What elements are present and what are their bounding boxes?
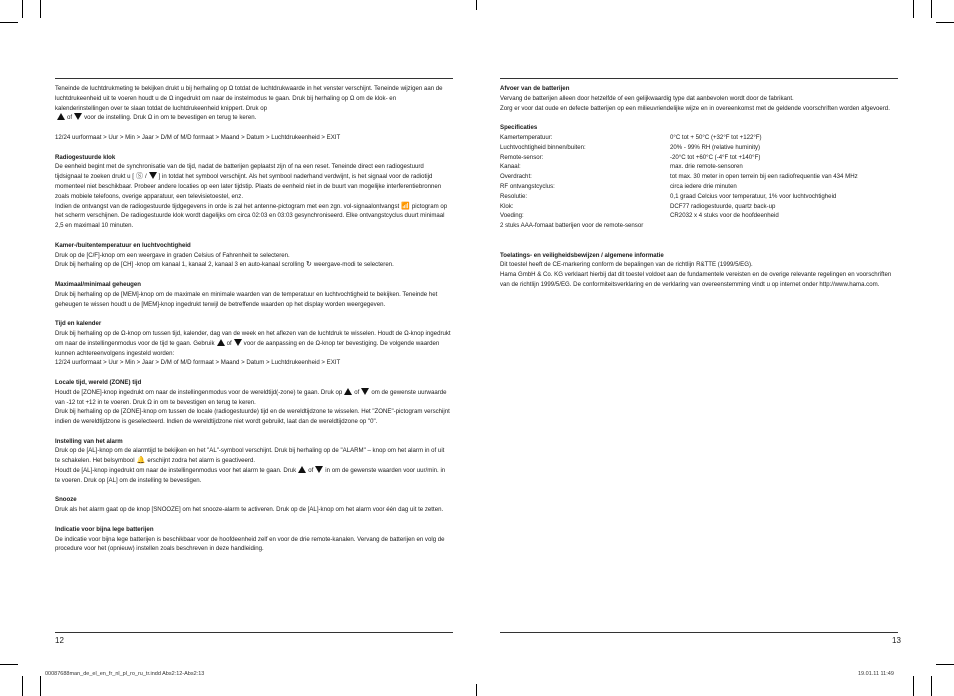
- crop-mark: [936, 664, 954, 665]
- section-memory: Maximaal/minimaal geheugen Druk bij herhaling op de [MEM]-knop om de maximale en minimale waarden van de temperatuur en luchtvochtigheid te bekijken. Teneinde het geheugen te wissen houdt u de [MEM]-knop ingedrukt terwijl de betreffende waarden op het display worden weergegeven.: [55, 280, 451, 309]
- bell-icon: 🔔: [136, 457, 146, 465]
- spec-key: Overdracht:: [500, 173, 532, 181]
- spec-key: RF ontvangstcyclus:: [500, 182, 555, 190]
- crop-mark: [40, 0, 41, 18]
- left-page-column: [55, 84, 451, 564]
- spec-value: 20% - 99% RH (relative huminity): [670, 143, 761, 151]
- spec-row: [500, 192, 900, 202]
- section-battery-low: Indicatie voor bijna lege batterijen De indicatie voor bijna lege batterijen is beschikbaar voor de hoofdeenheid zelf en voor de drie remote-kanalen. Vervang de batterijen en volg de procedure voor het (opnieuw) instellen zoals beschreven in deze handleiding.: [55, 525, 451, 554]
- triangle-up-icon: [344, 388, 352, 395]
- crop-mark: [931, 0, 932, 18]
- spec-row: [500, 162, 900, 172]
- spec-value: DCF77 radiogestuurde, quartz back-up: [670, 202, 776, 210]
- spec-value: tot max. 30 meter in open terrein bij een radiofrequentie van 434 MHz: [670, 173, 858, 181]
- page-number-right: 13: [892, 636, 901, 645]
- triangle-up-icon: [217, 339, 225, 346]
- section-specs: [500, 123, 900, 231]
- triangle-down-icon: [315, 466, 323, 473]
- spec-value: circa iedere drie minuten: [670, 182, 737, 190]
- spec-value: 0°C tot + 50°C (+32°F tot +122°F): [670, 133, 762, 141]
- triangle-down-icon: [234, 339, 242, 346]
- triangle-down-icon: [74, 113, 82, 120]
- spec-value: max. drie remote-sensoren: [670, 163, 743, 171]
- crop-mark: [476, 684, 477, 696]
- crop-mark: [931, 676, 932, 696]
- crop-mark: [22, 676, 23, 696]
- spec-row: [500, 202, 900, 212]
- section-heading: Specificaties: [500, 124, 538, 132]
- antenna-icon: Ⓢ: [135, 173, 143, 181]
- section-heading: Maximaal/minimaal geheugen: [55, 280, 142, 288]
- spec-row: [500, 143, 900, 153]
- section-heading: Afvoer van de batterijen: [500, 85, 570, 92]
- crop-mark: [913, 0, 914, 18]
- intro-paragraph: Teneinde de luchtdrukmeting te bekijken drukt u bij herhaling op Ω totdat de luchtdrukwaarde in het venster verschijnt. Teneinde wijzigen aan de luchtdrukeenheid uit te voeren houdt u de Ω ingedrukt om naar de instelmodus te gaan. Druk bij herhaling op Ω om de klok- en kalenderinstellingen over te slaan totdat de luchtdrukeenheid knippert. Druk op of voor de instelling. Druk Ω in om te bevestigen en terug te keren.: [55, 85, 443, 122]
- section-alarm: Instelling van het alarm Druk op de [AL]-knop om de alarmtijd te bekijken en het "AL"-symbool verschijnt. Druk bij herhaling op de "ALARM" – knop om het alarm in of uit te schakelen. Het belsymbool 🔔 erschijnt zodra het alarm is geactiveerd. Houdt de [AL]-knop ingedrukt om naar de instellingenmodus voor het alarm te gaan. Druk of in om de gewenste waarden voor uur/min. in te voeren. Druk op [AL] om de instelling te bevestigen.: [55, 437, 451, 486]
- crop-mark: [476, 0, 477, 10]
- section-heading: Snooze: [55, 496, 77, 504]
- spec-key: Remote-sensor:: [500, 153, 544, 161]
- page-number-left: 12: [55, 636, 64, 645]
- spec-row: [500, 133, 900, 143]
- spec-value: CR2032 x 4 stuks voor de hoofdeenheid: [670, 212, 779, 220]
- spec-key: Klok:: [500, 202, 514, 210]
- crop-mark: [0, 22, 18, 23]
- right-page-column: [500, 84, 900, 300]
- crop-mark: [22, 0, 23, 18]
- header-rule-right: [500, 78, 898, 79]
- spec-row: [500, 172, 900, 182]
- footer-rule-right: [500, 632, 898, 633]
- section-heading: Tijd en kalender: [55, 320, 102, 328]
- auto-scroll-icon: ↻: [305, 261, 312, 269]
- spec-value: 0,1 graad Celcius voor temperatuur, 1% voor luchtvochtigheid: [670, 192, 837, 200]
- spec-key: Luchtvochtigheid binnen/buiten:: [500, 143, 586, 151]
- crop-mark: [40, 676, 41, 696]
- spec-value: -20°C tot +60°C (-4°F tot +140°F): [670, 153, 761, 161]
- signal-reception-icon: 📶: [401, 202, 410, 210]
- section-radio: Radiogestuurde klok De eenheid begint met de synchronisatie van de tijd, nadat de batterijen geplaatst zijn of na een reset. Teneinde direct een radiogestuurd tijdsignaal te zoeken drukt u [ Ⓢ / ] in totdat het symbool verschijnt. Als het symbool naderhand verdwijnt, is het signaal voor de radiotijd momenteel niet beschikbaar. Probeer andere locaties op een later tijdstip. Plaats de eenheid niet in de buurt van mogelijke interferentiebronnen zoals mobiele telefoons, overige apparatuur, een televisietoestel, enz. Indien de ontvangst van de radiogestuurde tijdgegevens in orde is zal het antenne-pictogram met een zgn. vol-signaalontvangst 📶 pictogram op het scherm verschijnen. De radiogestuurde klok wordt dagelijks om circa 02:03 en 03:03 gesynchroniseerd. Elke ontvangstcyclus duurt minimaal 2,5 en maximaal 10 minuten.: [55, 153, 451, 231]
- spec-table: [500, 133, 900, 221]
- section-room: Kamer-/buitentemperatuur en luchtvochtigheid Druk op de [C/F]-knop om een weergave in graden Celsius of Fahrenheit te selecteren. Druk bij herhaling op de [CH] -knop om kanaal 1, kanaal 2, kanaal 3 en auto-kanaal scrolling ↻ weergave-modi te selecteren.: [55, 241, 451, 270]
- section-heading: Locale tijd, wereld (ZONE) tijd: [55, 378, 142, 386]
- section-local: Locale tijd, wereld (ZONE) tijd Houdt de [ZONE]-knop ingedrukt om naar de instellingenmodus voor de wereldtijd(-zone) te gaan. Druk op of om de gewenste uurwaarde van -12 tot +12 in te voeren. Druk Ω in om te bevestigen en terug te keren. Druk bij herhaling op de [ZONE]-knop om tussen de locale (radiogestuurde) tijd en de wereldtijdzone te wisselen. Het "ZONE"-pictogram verschijnt indien de wereldtijdzone is geselecteerd. Indien de wereldtijdzone niet wordt gebruikt, laat dan de wereldtijdzone op "0".: [55, 378, 450, 426]
- header-rule-left: [55, 78, 453, 79]
- spec-key: Kamertemperatuur:: [500, 133, 553, 141]
- crop-mark: [913, 676, 914, 696]
- triangle-down-icon: [361, 388, 369, 395]
- spec-row: [500, 211, 900, 221]
- section-timecal: Tijd en kalender Druk bij herhaling op de Ω-knop om tussen tijd, kalender, dag van de week en het aflezen van de luchtdruk te wisselen. Houdt de Ω-knop ingedrukt om naar de instellingenmodus voor de tijd te gaan. Gebruik of voor de aanpassing en de Ω-knop ter bevestiging. De volgende waarden kunnen achtereenvolgens ingesteld worden: 12/24 uurformaat > Uur > Min > Jaar > D/M of M/D formaat > Maand > Datum > Luchtdrukeenheid > EXIT: [55, 320, 451, 367]
- spec-note: 2 stuks AAA-fomaat batterijen voor de remote-sensor: [500, 222, 644, 230]
- triangle-up-icon: [298, 466, 306, 473]
- section-heading: Kamer-/buitentemperatuur en luchtvochtigheid: [55, 241, 191, 249]
- section-approval: Toelatings- en veiligheidsbewijzen / algemene informatie Dit toestel heeft de CE-markering conform de bepalingen van de richtlijn R&TTE (1999/5/EG). Hama GmbH & Co. KG verklaart hierbij dat dit toestel voldoet aan de fundamentele vereisten en de overige relevante regelingen en voorschriften van de richtlijn 1999/5/EG. De conformiteitsverklaring en de verklaring van overeenstemming vindt u op internet onder http://www.hama.com.: [500, 251, 900, 290]
- section-heading: Indicatie voor bijna lege batterijen: [55, 525, 154, 533]
- section-heading: Toelatings- en veiligheidsbewijzen / algemene informatie: [500, 251, 664, 259]
- section-heading: Instelling van het alarm: [55, 437, 123, 445]
- section-snooze: Snooze Druk als het alarm gaat op de knop [SNOOZE] om het snooze-alarm te activeren. Druk op de [AL]-knop om het alarm voor één dag uit te zetten.: [55, 495, 451, 515]
- section-heading: Radiogestuurde klok: [55, 153, 116, 161]
- date-slug: 19.01.11 11:49: [858, 671, 894, 677]
- section-disposal: Afvoer van de batterijen Vervang de batterijen alleen door hetzelfde of een gelijkwaardig type dat aanbevolen wordt door de fabrikant. Zorg er voor dat oude en defecte batterijen op een milieuvriendelijke wijze en in overeenkomst met de geldende voorschriften worden afgevoerd.: [500, 84, 900, 113]
- spec-key: Kanaal:: [500, 163, 521, 171]
- crop-mark: [936, 22, 954, 23]
- triangle-up-icon: [57, 113, 65, 120]
- spec-key: Resolutie:: [500, 192, 528, 200]
- crop-mark: [0, 664, 18, 665]
- footer-rule-left: [55, 632, 453, 633]
- spec-row: [500, 182, 900, 192]
- format-line: 12/24 uurformaat > Uur > Min > Jaar > D/M of M/D formaat > Maand > Datum > Luchtdrukeenheid > EXIT: [55, 133, 341, 141]
- triangle-down-icon: [149, 172, 157, 179]
- spec-key: Voeding:: [500, 212, 524, 220]
- spec-row: [500, 153, 900, 163]
- file-slug: 00087688man_de_el_en_fr_nl_pl_ro_ru_tr.indd Abs2:12-Abs2:13: [45, 671, 205, 677]
